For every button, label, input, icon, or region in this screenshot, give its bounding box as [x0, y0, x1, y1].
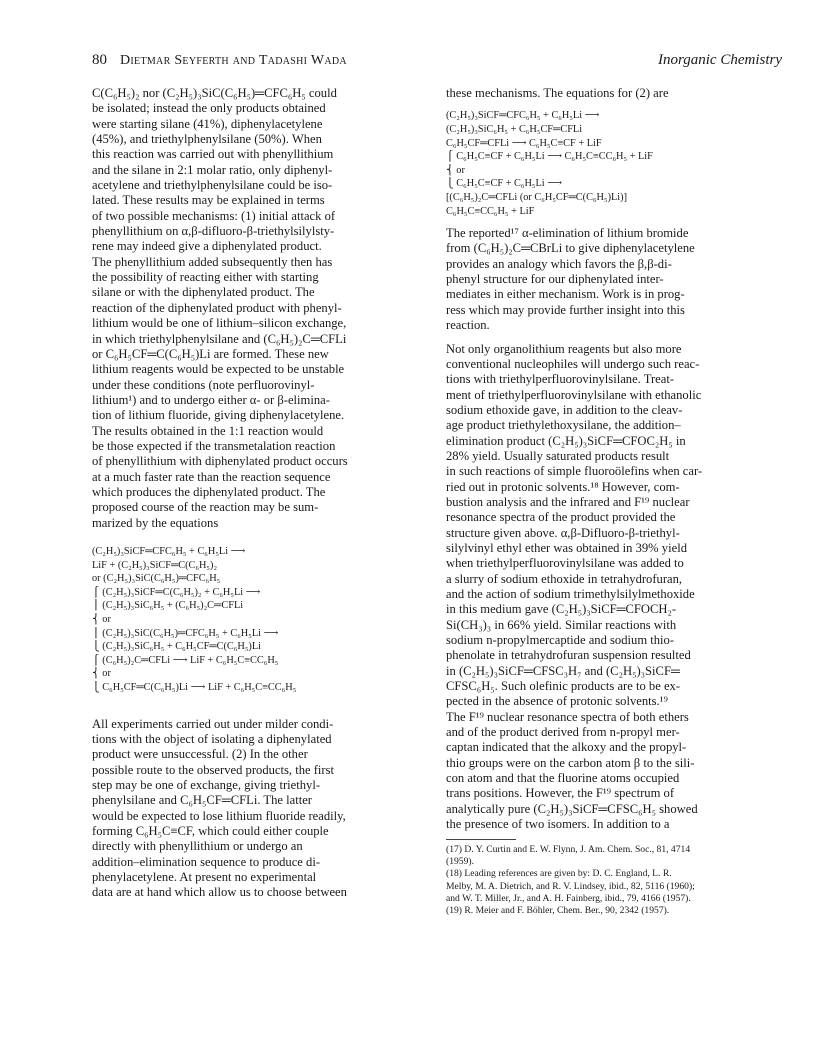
text-line: conventional nucleophiles will undergo such reac- [446, 356, 700, 371]
text-line: in (C₂H₅)₃SiCF═CFSC₃H₇ and (C₂H₅)₃SiCF═ [446, 663, 680, 678]
text-line: CFSC₆H₅. Such olefinic products are to be ex- [446, 679, 681, 694]
left-paragraph-2 [92, 717, 424, 901]
running-authors: Dietmar Seyferth and Tadashi Wada [120, 53, 347, 68]
text-line: provides an analogy which favors the β,β-di- [446, 256, 672, 271]
text-line: The F¹⁹ nuclear resonance spectra of both ethers [446, 709, 689, 724]
text-line: 28% yield. Usually saturated products result [446, 448, 670, 463]
text-line: sodium n-propylmercaptide and sodium thio- [446, 633, 675, 648]
text-line: phenyl structure for our diphenylated inter- [446, 272, 664, 287]
text-line: in such reactions of simple fluoroölefins when car- [446, 464, 703, 479]
text-line: resonance spectra of the product provided the [446, 510, 676, 525]
equation-line: ⎩ C₆H₅CF═C(C₆H₅)Li ⟶ LiF + C₆H₅C≡CC₆H₅ [92, 681, 297, 693]
text-line: acetylene and triethylphenylsilane could be iso- [92, 178, 333, 193]
equation-line: ⎧ (C₆H₅)₂C═CFLi ⟶ LiF + C₆H₅C≡CC₆H₅ [92, 654, 279, 666]
page-number: 80 [92, 52, 107, 68]
text-line: con atom and that the fluorine atoms occupied [446, 771, 680, 786]
right-equation-block [446, 109, 778, 218]
text-line: of two possible mechanisms: (1) initial attack of [92, 208, 336, 223]
text-line: ried out in protonic solvents.¹⁸ However, com- [446, 479, 680, 494]
text-line: proposed course of the reaction may be sum- [92, 500, 319, 515]
equation-line: (C₂H₅)₃SiC₆H₅ + C₆H₅CF═CFLi [446, 123, 583, 135]
equation-line: ⎪ (C₂H₅)₃SiC(C₆H₅)═CFC₆H₅ + C₆H₅Li ⟶ [92, 627, 279, 639]
equation-line: C₆H₅CF═CFLi ⟶ C₆H₅C≡CF + LiF [446, 137, 602, 149]
text-line: rene may indeed give a diphenylated product. [92, 239, 322, 254]
text-line: structure given above. α,β-Difluoro-β-triethyl- [446, 525, 680, 540]
text-line: captan indicated that the alkoxy and the propyl- [446, 740, 687, 755]
text-line: Si(CH₃)₃ in 66% yield. Similar reactions with [446, 617, 677, 632]
text-line: the possibility of reacting either with starting [92, 270, 319, 285]
text-line: the presence of two isomers. In addition to a [446, 817, 670, 832]
equation-line: ⎨ or [92, 613, 111, 625]
text-line: be isolated; instead the only products obtained [92, 101, 326, 116]
text-line: silylvinyl ethyl ether was obtained in 39% yield [446, 540, 687, 555]
text-line: in which triethylphenylsilane and (C₆H₅)₂C═CFLi [92, 331, 347, 346]
text-line: reaction. [446, 318, 490, 333]
equation-line: or (C₂H₅)₃SiC(C₆H₅)═CFC₆H₅ [92, 573, 221, 585]
equation-line: [(C₆H₅)₂C═CFLi (or C₆H₅CF═C(C₆H₅)Li)] [446, 191, 628, 203]
text-line: reaction of the diphenylated product with phenyl- [92, 300, 342, 315]
footnotes [446, 844, 778, 918]
text-line: directly with phenyllithium or undergo an [92, 839, 303, 854]
text-line: of phenyllithium with diphenylated product occurs [92, 454, 348, 469]
text-line: thio groups were on the carbon atom β to the sili- [446, 755, 695, 770]
text-line: silane or with the diphenylated product. The [92, 285, 315, 300]
right-paragraph-2 [446, 226, 778, 333]
footnote-line: (19) R. Meier and F. Böhler, Chem. Ber., 90, 2342 (1957). [446, 905, 670, 917]
right-column [446, 86, 778, 918]
text-line: from (C₆H₅)₂C═CBrLi to give diphenylacetylene [446, 241, 695, 256]
text-line: lithium reagents would be expected to be unstable [92, 362, 345, 377]
text-line: age product triethylethoxysilane, the addition– [446, 418, 681, 433]
left-column [92, 86, 424, 901]
text-line: bustion analysis and the infrared and F¹⁹ nuclear [446, 494, 690, 509]
text-line: or C₆H₅CF═C(C₆H₅)Li are formed. These new [92, 346, 329, 361]
text-line: lated. These results may be explained in terms [92, 193, 325, 208]
text-line: in this medium gave (C₂H₅)₃SiCF═CFOCH₂- [446, 602, 677, 617]
footnote-line: Melby, M. A. Dietrich, and R. V. Lindsey, ibid., 82, 5116 (1960); [446, 880, 695, 892]
equation-line: C₆H₅C≡CC₆H₅ + LiF [446, 205, 535, 217]
text-line: when triethylperfluorovinylsilane was added to [446, 556, 684, 571]
text-line: marized by the equations [92, 515, 219, 530]
text-line: a slurry of sodium ethoxide in tetrahydrofuran, [446, 571, 683, 586]
text-line: at a much faster rate than the reaction sequence [92, 469, 331, 484]
running-header [92, 52, 782, 74]
text-line: product were unsuccessful. (2) In the other [92, 747, 308, 762]
equation-line: ⎨ or [446, 164, 465, 176]
text-line: which produces the diphenylated product. The [92, 484, 326, 499]
text-line: C(C₆H₅)₂ nor (C₂H₅)₃SiC(C₆H₅)═CFC₆H₅ could [92, 86, 337, 100]
equation-line: ⎧ (C₂H₅)₃SiCF═C(C₆H₅)₂ + C₆H₅Li ⟶ [92, 586, 261, 598]
equation-line: (C₂H₅)₃SiCF═CFC₆H₅ + C₆H₅Li ⟶ [446, 110, 600, 122]
text-line: step may be one of exchange, giving triethyl- [92, 777, 321, 792]
journal-title: Inorganic Chemistry [657, 52, 782, 68]
text-line: addition–elimination sequence to produce di- [92, 854, 321, 869]
footnote-divider [446, 839, 516, 840]
text-line: and the silane in 2:1 molar ratio, only diphenyl- [92, 162, 333, 177]
text-line: be those expected if the transmetalation reaction [92, 438, 336, 453]
equation-line: ⎩ (C₂H₅)₃SiC₆H₅ + C₆H₅CF═C(C₆H₅)Li [92, 641, 261, 653]
text-line: All experiments carried out under milder condi- [92, 716, 334, 731]
text-line: trans positions. However, the F¹⁹ spectrum of [446, 786, 675, 801]
text-line: would be expected to lose lithium fluoride readily, [92, 808, 346, 823]
footnote-line: and W. T. Miller, Jr., and A. H. Fainberg, ibid., 79, 4166 (1957). [446, 893, 691, 905]
text-line: analytically pure (C₂H₅)₃SiCF═CFSC₆H₅ showed [446, 801, 698, 816]
text-line: mediates in either mechanism. Work is in prog- [446, 287, 685, 302]
text-line: Not only organolithium reagents but also more [446, 341, 682, 356]
text-line: under these conditions (note perfluorovinyl- [92, 377, 315, 392]
text-line: possible route to the observed products, the first [92, 762, 335, 777]
text-line: tions with the object of isolating a diphenylated [92, 731, 332, 746]
text-line: phenylsilane and C₆H₅CF═CFLi. The latter [92, 793, 312, 808]
equation-line: LiF + (C₂H₅)₃SiCF═C(C₆H₅)₂ [92, 559, 218, 571]
left-paragraph-1 [92, 86, 424, 531]
text-line: phenolate in tetrahydrofuran suspension resulted [446, 648, 691, 663]
text-line: and the action of sodium trimethylsilylmethoxide [446, 587, 695, 601]
text-line: lithium would be one of lithium–silicon exchange, [92, 316, 347, 331]
text-line: The results obtained in the 1:1 reaction would [92, 423, 324, 438]
text-line: and of the product derived from n-propyl mer- [446, 725, 680, 740]
text-line: tions with triethylperfluorovinylsilane. Treat- [446, 372, 675, 387]
footnote-line: (18) Leading references are given by: D. C. England, L. R. [446, 868, 672, 880]
equation-line: ⎩ C₆H₅C≡CF + C₆H₅Li ⟶ [446, 178, 562, 190]
text-line: ment of triethylperfluorovinylsilane with ethanolic [446, 387, 702, 402]
text-line: phenyllithium on α,β-difluoro-β-triethylsilylsty- [92, 224, 335, 239]
right-paragraph-3 [446, 342, 778, 833]
text-line: ress which may provide further insight into this [446, 302, 685, 317]
equation-line: ⎧ C₆H₅C≡CF + C₆H₅Li ⟶ C₆H₅C≡CC₆H₅ + LiF [446, 151, 653, 163]
text-line: The reported¹⁷ α-elimination of lithium bromide [446, 226, 689, 241]
text-line: phenylacetylene. At present no experimental [92, 869, 317, 884]
footnote-line: (17) D. Y. Curtin and E. W. Flynn, J. Am. Chem. Soc., 81, 4714 [446, 843, 691, 855]
text-line: tion of lithium fluoride, giving diphenylacetylene. [92, 408, 345, 423]
text-line: forming C₆H₅C≡CF, which could either couple [92, 823, 329, 838]
text-line: sodium ethoxide gave, in addition to the cleav- [446, 402, 683, 417]
text-line: pected in the absence of protonic solvents.¹⁹ [446, 694, 668, 709]
equation-line: ⎨ or [92, 668, 111, 680]
text-line: these mechanisms. The equations for (2) are [446, 86, 669, 100]
text-line: elimination product (C₂H₅)₃SiCF═CFOC₂H₅ in [446, 433, 686, 448]
equation-line: (C₂H₅)₃SiCF═CFC₆H₅ + C₆H₅Li ⟶ [92, 545, 246, 557]
text-line: were starting silane (41%), diphenylacetylene [92, 116, 323, 131]
footnote-line: (1959). [446, 855, 474, 867]
text-line: (45%), and triethylphenylsilane (50%). When [92, 132, 322, 147]
text-line: data are at hand which allow us to choose between [92, 885, 347, 900]
text-line: The phenyllithium added subsequently then has [92, 254, 333, 269]
text-line: this reaction was carried out with phenyllithium [92, 147, 334, 162]
right-paragraph-1 [446, 86, 778, 101]
equation-line: ⎪ (C₂H₅)₃SiC₆H₅ + (C₆H₅)₂C═CFLi [92, 600, 244, 612]
left-equation-block [92, 545, 424, 695]
text-line: lithium¹) and to undergo either α- or β-elimina- [92, 392, 330, 407]
